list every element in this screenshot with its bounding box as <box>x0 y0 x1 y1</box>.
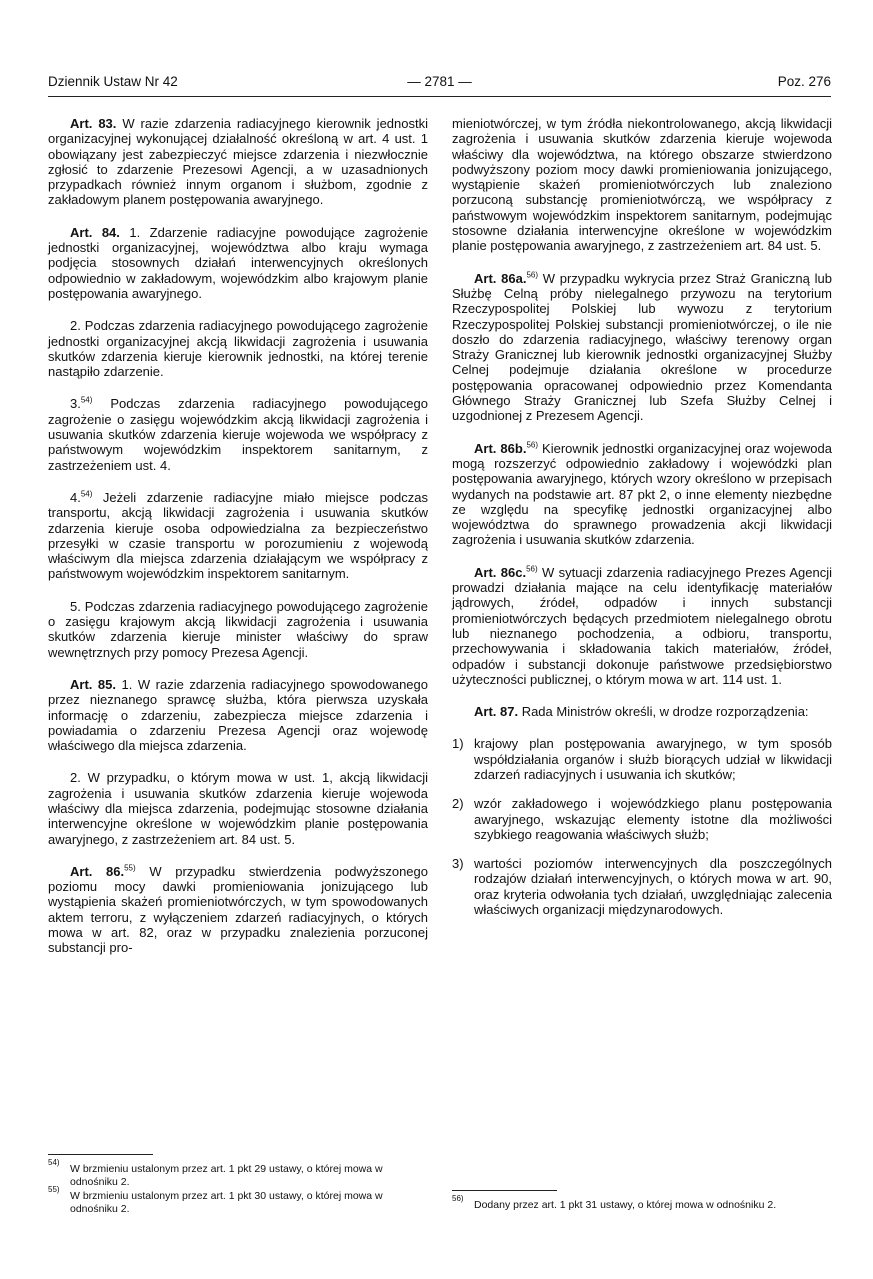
list-number: 2) <box>452 796 464 812</box>
paragraph-text: Podczas zdarzenia radiacyjnego powodującego zagrożenie o zasięgu wojewódzkim akcją likwidacji zagrożenia i usuwania skutków zdarzenia kieruje wojewoda we współpracy z państwowym wojewódzkim inspektorem sanitarnym, z zastrzeżeniem ust. 4. <box>48 396 428 473</box>
list-text: krajowy plan postępowania awaryjnego, w tym sposób współdziałania organów i służb biorących udział w likwidacji zdarzeń radiacyjnych i usuwania ich skutków; <box>474 736 832 782</box>
paragraph-text: W razie zdarzenia radiacyjnego kierownik jednostki organizacyjnej wykonującej działalność określoną w art. 4 ust. 1 obowiązany jest zabezpieczyć miejsce zdarzenia i niezwłocznie zgłosić to zdarzenie Prezesowi Agencji, a w uzasadnionych przypadkach również innym organom i służbom, zgodnie z zakładowym planem postępowania awaryjnego. <box>48 116 428 208</box>
paragraph-text: Jeżeli zdarzenie radiacyjne miało miejsce podczas transportu, akcją likwidacji zagrożenia i usuwania skutków zdarzenia kieruje osoba odpowiedzialna za bezpieczeństwo przesyłki w czasie transportu w porozumieniu z wojewodą właściwym dla miejsca zdarzenia działającym we współpracy z państwowym wojewódzkim inspektorem sanitarnym. <box>48 489 428 582</box>
list-text: wzór zakładowego i wojewódzkiego planu postępowania awaryjnego, wskazując elementy istotne dla możliwości szybkiego reagowania właściwych służb; <box>474 796 832 842</box>
section-number: 4. <box>70 489 81 505</box>
left-column <box>48 116 428 973</box>
paragraph-text: 1. Zdarzenie radiacyjne powodujące zagrożenie jednostki organizacyjnej, województwa albo kraju wymaga podjęcia stosownych działań interwencyjnych określonych odpowiednio w zakładowym, wojewódzkim albo krajowym planie postępowania awaryjnego. <box>48 224 428 301</box>
footnote-ref: 55) <box>124 863 136 873</box>
footnote-rule <box>452 1190 557 1191</box>
article-number: Art. 86c. <box>474 564 527 580</box>
paragraph-text: 1. W razie zdarzenia radiacyjnego spowodowanego przez nieznanego sprawcę służba, która pierwsza uzyskała informację o zdarzeniu, zabezpiecza miejsce zdarzenia i powiadamia o zdarzeniu Prezesa Agencji oraz wojewodę właściwego dla miejsca zdarzenia. <box>48 676 429 754</box>
footnote-ref: 54) <box>80 489 93 499</box>
paragraph-text: W przypadku wykrycia przez Straż Graniczną lub Służbę Celną próby nielegalnego przywozu na terytorium Rzeczypospolitej Polskiej lub wywozu z terytorium Rzeczypospolitej Polskiej substancji promieniotwórczej, o ile nie doszło do zdarzenia radiacyjnego, właściwy terenowy organ Straży Granicznej lub kierownik jednostki organizacyjnej Służby Celnej podejmuje działania określone w procedurze postępowania opracowanej odpowiednio przez Komendanta Głównego Straży Granicznej lub Szefa Służby Celnej i uzgodnionej z Prezesem Agencji. <box>452 270 832 424</box>
paragraph <box>452 565 832 687</box>
position-number: Poz. 276 <box>777 74 831 89</box>
paragraph <box>48 599 428 660</box>
paragraph-text: Kierownik jednostki organizacyjnej oraz wojewoda mogą rozszerzyć odpowiednio zakładowy i wojewódzki plan postępowania awaryjnego, których wzory określono w przepisach wydanych na podstawie art. 87 pkt 2, o inne elementy niezbędne ze względu na specyfikę jednostki organizacyjnej albo województwa do sprawnego prowadzenia akcji likwidacji zagrożenia i usuwania skutków zdarzenia. <box>452 440 832 548</box>
footnote-ref: 56) <box>526 270 538 280</box>
article-number: Art. 85. <box>70 676 116 692</box>
paragraph <box>48 490 428 582</box>
article-number: Art. 84. <box>70 224 120 240</box>
journal-title: Dziennik Ustaw Nr 42 <box>48 74 178 89</box>
section-number: 3. <box>70 396 81 412</box>
header-rule <box>48 96 831 97</box>
footnote: 54) W brzmieniu ustalonym przez art. 1 pkt 29 ustawy, o której mowa w odnośniku 2. <box>48 1158 383 1188</box>
list-item <box>452 796 832 842</box>
footnote-ref: 54) <box>80 396 93 406</box>
paragraph <box>452 441 832 548</box>
footnote-text: W brzmieniu ustalonym przez art. 1 pkt 30 ustawy, o której mowa w odnośniku 2. <box>70 1190 383 1215</box>
footnote-rule <box>48 1154 153 1155</box>
paragraph <box>48 116 428 208</box>
list-text: wartości poziomów interwencyjnych dla poszczególnych rodzajów działań interwencyjnych, o których mowa w art. 90, oraz kryteria odwołania tych działań, uwzględniając zalecenia właściwych organizacji międzynarodowych. <box>474 856 832 918</box>
footnotes-left <box>48 1152 428 1217</box>
footnote: 55) W brzmieniu ustalonym przez art. 1 pkt 30 ustawy, o której mowa w odnośniku 2. <box>48 1185 383 1215</box>
paragraph <box>452 704 832 719</box>
list-number: 3) <box>452 856 464 872</box>
page-header <box>48 74 831 94</box>
footnote-ref: 56) <box>526 564 538 574</box>
paragraph-text: 2. Podczas zdarzenia radiacyjnego powodującego zagrożenie jednostki organizacyjnej akcją likwidacji zagrożenia i usuwania skutków zdarzenia kieruje kierownik jednostki, na której terenie nastąpiło zdarzenie. <box>48 318 428 380</box>
page-number: — 2781 — <box>407 74 472 89</box>
right-column <box>452 116 832 931</box>
article-number: Art. 87. <box>474 704 519 720</box>
footnote-ref: 56) <box>526 440 538 450</box>
paragraph <box>452 116 832 254</box>
paragraph <box>48 864 428 956</box>
paragraph-text: 5. Podczas zdarzenia radiacyjnego powodującego zagrożenie o zasięgu krajowym akcją likwidacji zagrożenia i usuwania skutków zdarzenia kieruje minister właściwy do spraw wewnętrznych przy pomocy Prezesa Agencji. <box>48 598 428 660</box>
paragraph-text: W przypadku stwierdzenia podwyższonego poziomu mocy dawki promieniowania jonizującego lub wystąpienia skażeń promieniotwórczych, w tym spowodowanych aktem terroru, z wyłączeniem zdarzeń radiacyjnych, o których mowa w art. 82, oraz w przypadku znalezienia porzuconej substancji pro- <box>48 863 428 956</box>
paragraph <box>48 225 428 301</box>
paragraph-text: Rada Ministrów określi, w drodze rozporządzenia: <box>518 704 809 720</box>
footnote-text: W brzmieniu ustalonym przez art. 1 pkt 29 ustawy, o której mowa w odnośniku 2. <box>70 1163 383 1188</box>
paragraph <box>452 271 832 424</box>
article-number: Art. 86a. <box>474 270 527 286</box>
footnote: 56) Dodany przez art. 1 pkt 31 ustawy, o której mowa w odnośniku 2. <box>452 1194 777 1211</box>
list-item <box>452 736 832 782</box>
paragraph-text: mieniotwórczej, w tym źródła niekontrolowanego, akcją likwidacji zagrożenia i usuwania skutków zdarzenia kieruje wojewoda właściwy dla województwa, na którego obszarze stwierdzono podwyższony poziom mocy dawki promieniowania jonizującego, wystąpienie skażeń promieniotwórczych lub znaleziono porzuconą substancję promieniotwórczą, we współpracy z państwowym wojewódzkim inspektorem sanitarnym, podejmując stosowne działania interwencyjne określone w wojewódzkim planie postępowania awaryjnego, z zastrzeżeniem art. 84 ust. 5. <box>452 116 832 254</box>
footnote-text: Dodany przez art. 1 pkt 31 ustawy, o której mowa w odnośniku 2. <box>474 1199 777 1211</box>
paragraph <box>48 396 428 472</box>
article-number: Art. 83. <box>70 116 117 131</box>
paragraph <box>48 770 428 846</box>
paragraph <box>48 677 428 753</box>
list-number: 1) <box>452 736 464 752</box>
paragraph-text: 2. W przypadku, o którym mowa w ust. 1, akcją likwidacji zagrożenia i usuwania skutków zdarzenia kieruje wojewoda właściwy dla miejsca zdarzenia, podejmując stosowne działania interwencyjne określone w wojewódzkim planie postępowania awaryjnego, z zastrzeżeniem art. 84 ust. 5. <box>48 770 428 847</box>
paragraph-text: W sytuacji zdarzenia radiacyjnego Prezes Agencji prowadzi działania mające na celu identyfikację materiałów jądrowych, źródeł, odpadów i innych substancji promieniotwórczych będących przedmiotem nielegalnego obrotu lub nieznanego pochodzenia, a odbioru, transportu, przechowywania i składowania takich materiałów, źródeł, odpadów i substancji dokonuje państwowe przedsiębiorstwo użyteczności publicznej, o którym mowa w art. 114 ust. 1. <box>452 564 832 687</box>
enumerated-list <box>452 736 832 917</box>
paragraph <box>48 318 428 379</box>
footnotes-right <box>452 1188 832 1214</box>
article-number: Art. 86. <box>70 863 125 879</box>
list-item <box>452 856 832 917</box>
article-number: Art. 86b. <box>474 440 527 456</box>
